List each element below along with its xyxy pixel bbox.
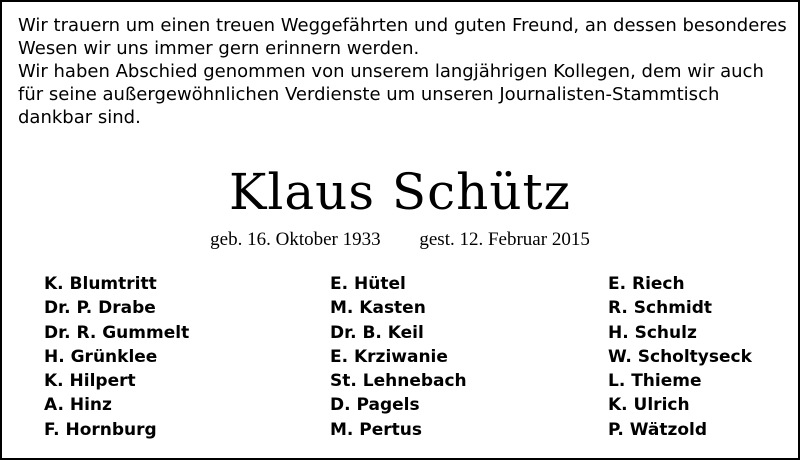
intro-text <box>18 14 788 129</box>
signatory: E. Hütel <box>330 274 406 294</box>
signatory: Dr. P. Drabe <box>44 298 156 319</box>
signatories-column-1 <box>44 272 189 442</box>
signatory: R. Schmidt <box>608 298 713 319</box>
signatory: P. Wätzold <box>608 419 708 440</box>
signatories-column-3 <box>608 272 752 442</box>
signatory: St. Lehnebach <box>330 371 467 392</box>
signatory: L. Thieme <box>608 371 702 392</box>
signatory: M. Pertus <box>330 419 423 440</box>
intro-paragraph-1: Wir trauern um einen treuen Weggefährten und guten Freund, an dessen besonderes Wesen wir uns immer gern erinnern werden. <box>18 15 787 59</box>
birth-date: geb. 16. Oktober 1933 <box>210 229 381 250</box>
signatory: E. Krziwanie <box>330 346 448 367</box>
signatory: K. Blumtritt <box>44 274 157 294</box>
signatory: K. Ulrich <box>608 395 690 416</box>
intro-paragraph-2: Wir haben Abschied genommen von unserem langjährigen Kollegen, dem wir auch für seine außergewöhnlichen Verdienste um unseren Journalisten-Stammtisch dankbar sind. <box>18 61 764 128</box>
life-dates <box>2 228 798 252</box>
signatory: H. Grünklee <box>44 346 158 367</box>
signatory: Dr. B. Keil <box>330 322 424 343</box>
signatory: W. Scholtyseck <box>608 346 752 367</box>
signatory: D. Pagels <box>330 395 420 416</box>
signatory: K. Hilpert <box>44 371 136 392</box>
signatory: A. Hinz <box>44 395 112 416</box>
signatory: F. Hornburg <box>44 419 157 440</box>
death-date: gest. 12. Februar 2015 <box>419 229 590 250</box>
deceased-name: Klaus Schütz <box>228 163 571 221</box>
signatory: H. Schulz <box>608 322 697 343</box>
signatory: E. Riech <box>608 274 685 294</box>
signatory: Dr. R. Gummelt <box>44 322 190 343</box>
signatories-column-2 <box>330 272 467 442</box>
signatory: M. Kasten <box>330 298 426 319</box>
